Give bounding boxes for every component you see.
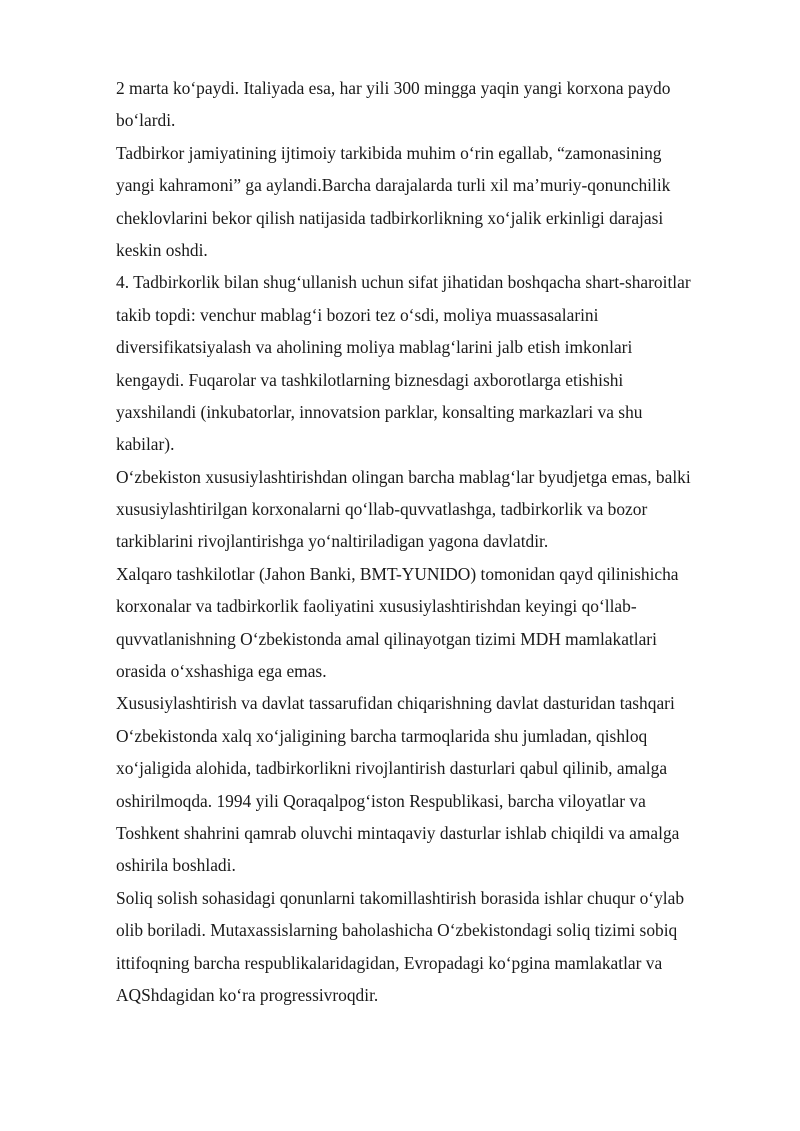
- text-line: korxonalar va tadbirkorlik faoliyatini xususiylashtirishdan keyingi qoʻllab-: [116, 596, 637, 617]
- document-body: [116, 72, 746, 1011]
- text-line: ittifoqning barcha respublikalaridagidan, Evropadagi koʻpgina mamlakatlar va: [116, 952, 663, 973]
- text-line: boʻlardi.: [116, 110, 176, 131]
- text-line: olib boriladi. Mutaxassislarning baholashicha Oʻzbekistondagi soliq tizimi sobiq: [116, 920, 678, 941]
- text-line: quvvatlanishning Oʻzbekistonda amal qilinayotgan tizimi MDH mamlakatlari: [116, 628, 657, 649]
- text-line: keskin oshdi.: [116, 239, 208, 260]
- text-line: 4. Tadbirkorlik bilan shugʻullanish uchun sifat jihatidan boshqacha shart-sharoitlar: [116, 272, 691, 293]
- text-line: Xususiylashtirish va davlat tassarufidan chiqarishning davlat dasturidan tashqari: [116, 693, 675, 714]
- text-line: cheklovlarini bekor qilish natijasida tadbirkorlikning xoʻjalik erkinligi darajasi: [116, 207, 664, 228]
- text-line: xususiylashtirilgan korxonalarni qoʻllab-quvvatlashga, tadbirkorlik va bozor: [116, 499, 648, 520]
- text-line: yangi kahramoni” ga aylandi.Barcha darajalarda turli xil ma’muriy-qonunchilik: [116, 175, 671, 196]
- text-line: takib topdi: venchur mablagʻi bozori tez oʻsdi, moliya muassasalarini: [116, 304, 599, 325]
- text-line: Toshkent shahrini qamrab oluvchi mintaqaviy dasturlar ishlab chiqildi va amalga: [116, 822, 680, 843]
- text-line: Oʻzbekistonda xalq xoʻjaligining barcha tarmoqlarida shu jumladan, qishloq: [116, 725, 648, 746]
- text-line: yaxshilandi (inkubatorlar, innovatsion parklar, konsalting markazlari va shu: [116, 401, 643, 422]
- text-line: Xalqaro tashkilotlar (Jahon Banki, BMT-YUNIDO) tomonidan qayd qilinishicha: [116, 563, 679, 584]
- text-line: kengaydi. Fuqarolar va tashkilotlarning biznesdagi axborotlarga etishishi: [116, 369, 624, 390]
- text-line: orasida oʻxshashiga ega emas.: [116, 661, 327, 682]
- text-line: xoʻjaligida alohida, tadbirkorlikni rivojlantirish dasturlari qabul qilinib, amalga: [116, 758, 668, 779]
- text-line: diversifikatsiyalash va aholining moliya mablagʻlarini jalb etish imkonlari: [116, 337, 633, 358]
- text-line: oshirila boshladi.: [116, 855, 236, 876]
- text-line: 2 marta koʻpaydi. Italiyada esa, har yili 300 mingga yaqin yangi korxona paydo: [116, 78, 671, 98]
- text-line: tarkiblarini rivojlantirishga yoʻnaltiriladigan yagona davlatdir.: [116, 531, 549, 552]
- text-line: AQShdagidan koʻra progressivroqdir.: [116, 984, 379, 1005]
- text-line: kabilar).: [116, 434, 175, 455]
- text-line: oshirilmoqda. 1994 yili Qoraqalpogʻiston Respublikasi, barcha viloyatlar va: [116, 790, 646, 811]
- text-line: Oʻzbekiston xususiylashtirishdan olingan barcha mablagʻlar byudjetga emas, balki: [116, 466, 691, 487]
- text-line: Soliq solish sohasidagi qonunlarni takomillashtirish borasida ishlar chuqur oʻylab: [116, 887, 685, 908]
- text-line: Tadbirkor jamiyatining ijtimoiy tarkibida muhim oʻrin egallab, “zamonasining: [116, 142, 662, 163]
